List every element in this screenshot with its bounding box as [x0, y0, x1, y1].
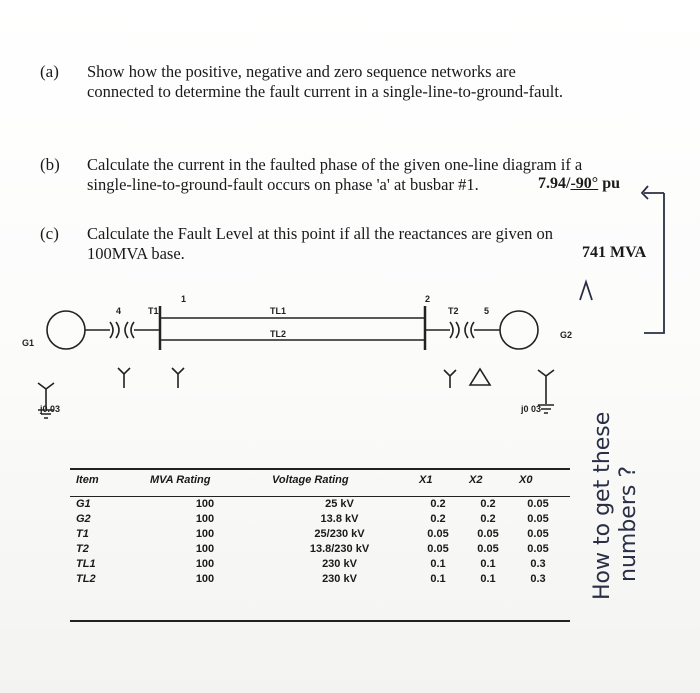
handwritten-arrow-connector — [644, 193, 664, 333]
label-g1: G1 — [22, 338, 35, 348]
t2-coil-primary — [450, 322, 459, 338]
generator-g2-symbol — [500, 311, 538, 349]
cell-x2: 0.1 — [480, 557, 496, 570]
cell-mva: 100 — [195, 497, 215, 510]
question-a-line2: connected to determine the fault current in a single-line-to-ground-fault. — [87, 82, 564, 101]
table-row — [70, 526, 563, 541]
cell-mva: 100 — [195, 527, 215, 540]
table-row — [70, 556, 563, 571]
cell-x1: 0.2 — [430, 512, 446, 525]
cell-mva: 100 — [195, 572, 215, 585]
cell-x1: 0.1 — [430, 572, 446, 585]
t2-coil-secondary — [465, 322, 474, 338]
cell-voltage: 13.8/230 kV — [309, 542, 370, 555]
question-b-label: (b) — [40, 155, 60, 174]
cell-x0: 0.05 — [527, 527, 549, 540]
question-a-label: (a) — [40, 62, 59, 81]
cell-voltage: 25 kV — [325, 497, 354, 510]
label-x-g1: j0.03 — [40, 404, 61, 414]
answer-b-value: 7.94/ — [538, 175, 571, 192]
g2-wye-icon — [538, 370, 554, 404]
handwritten-arrow-top — [642, 186, 664, 199]
t2-delta-icon — [470, 369, 490, 385]
question-c-line1: Calculate the Fault Level at this point if all the reactances are given on — [87, 224, 553, 243]
answer-c: 741 MVA — [582, 244, 647, 261]
label-tl1: TL1 — [270, 306, 287, 316]
cell-mva: 100 — [195, 512, 215, 525]
cell-voltage: 230 kV — [322, 572, 357, 585]
answer-b-unit: pu — [598, 175, 620, 192]
cell-x1: 0.05 — [427, 527, 449, 540]
table-header-row — [70, 470, 563, 496]
cell-mva: 100 — [195, 542, 215, 555]
t1-wye-left-icon — [118, 368, 130, 388]
cell-x0: 0.05 — [527, 497, 549, 510]
question-b-line2: single-line-to-ground-fault occurs on phase 'a' at busbar #1. — [87, 175, 479, 194]
table-row — [70, 541, 563, 556]
table-bottom-rule — [70, 620, 570, 622]
label-bus1: 1 — [181, 294, 187, 304]
handwritten-line2: numbers ? — [616, 466, 641, 582]
cell-x0: 0.3 — [530, 572, 546, 585]
label-x-g2: j0 03 — [521, 404, 542, 414]
parameters-table — [70, 470, 563, 586]
cell-x2: 0.2 — [480, 512, 496, 525]
label-t1: T1 — [148, 306, 159, 316]
header-mva: MVA Rating — [150, 474, 211, 486]
cell-x2: 0.2 — [480, 497, 496, 510]
label-node4: 4 — [116, 306, 122, 316]
label-bus2: 2 — [425, 294, 431, 304]
label-g2: G2 — [560, 330, 573, 340]
cell-item: G1 — [76, 497, 91, 510]
cell-mva: 100 — [195, 557, 215, 570]
label-node5: 5 — [484, 306, 490, 316]
cell-x0: 0.05 — [527, 542, 549, 555]
header-voltage: Voltage Rating — [272, 474, 349, 486]
cell-x1: 0.1 — [430, 557, 446, 570]
cell-voltage: 230 kV — [322, 557, 357, 570]
t1-coil-secondary — [125, 322, 134, 338]
header-item: Item — [76, 474, 99, 486]
label-t2: T2 — [448, 306, 459, 316]
cell-item: T1 — [76, 527, 89, 540]
table-row — [70, 511, 563, 526]
handwritten-note — [590, 400, 650, 600]
table-header-rule — [70, 496, 570, 497]
cell-item: T2 — [76, 542, 89, 555]
t1-coil-primary — [110, 322, 119, 338]
cell-voltage: 25/230 kV — [314, 527, 365, 540]
cell-item: TL1 — [76, 557, 96, 570]
header-x0: X0 — [519, 474, 533, 486]
question-c-line2: 100MVA base. — [87, 244, 185, 263]
handwritten-caret — [580, 282, 592, 300]
handwritten-line1: How to get these — [590, 411, 615, 600]
cell-item: TL2 — [76, 572, 96, 585]
cell-x2: 0.1 — [480, 572, 496, 585]
generator-g1-symbol — [47, 311, 85, 349]
table-row — [70, 571, 563, 586]
header-x2: X2 — [469, 474, 483, 486]
answer-b-angle: -90° — [570, 175, 599, 192]
t1-wye-right-icon — [172, 368, 184, 388]
cell-x2: 0.05 — [477, 542, 499, 555]
cell-x2: 0.05 — [477, 527, 499, 540]
cell-voltage: 13.8 kV — [320, 512, 359, 525]
cell-item: G2 — [76, 512, 91, 525]
cell-x0: 0.3 — [530, 557, 546, 570]
question-a-line1: Show how the positive, negative and zero sequence networks are — [87, 62, 516, 81]
label-tl2: TL2 — [270, 329, 287, 339]
question-c-label: (c) — [40, 224, 59, 243]
question-b-line1: Calculate the current in the faulted phase of the given one-line diagram if a — [87, 155, 583, 174]
t2-wye-icon — [444, 370, 456, 388]
cell-x1: 0.05 — [427, 542, 449, 555]
header-x1: X1 — [419, 474, 433, 486]
cell-x0: 0.05 — [527, 512, 549, 525]
cell-x1: 0.2 — [430, 497, 446, 510]
table-row — [70, 496, 563, 511]
